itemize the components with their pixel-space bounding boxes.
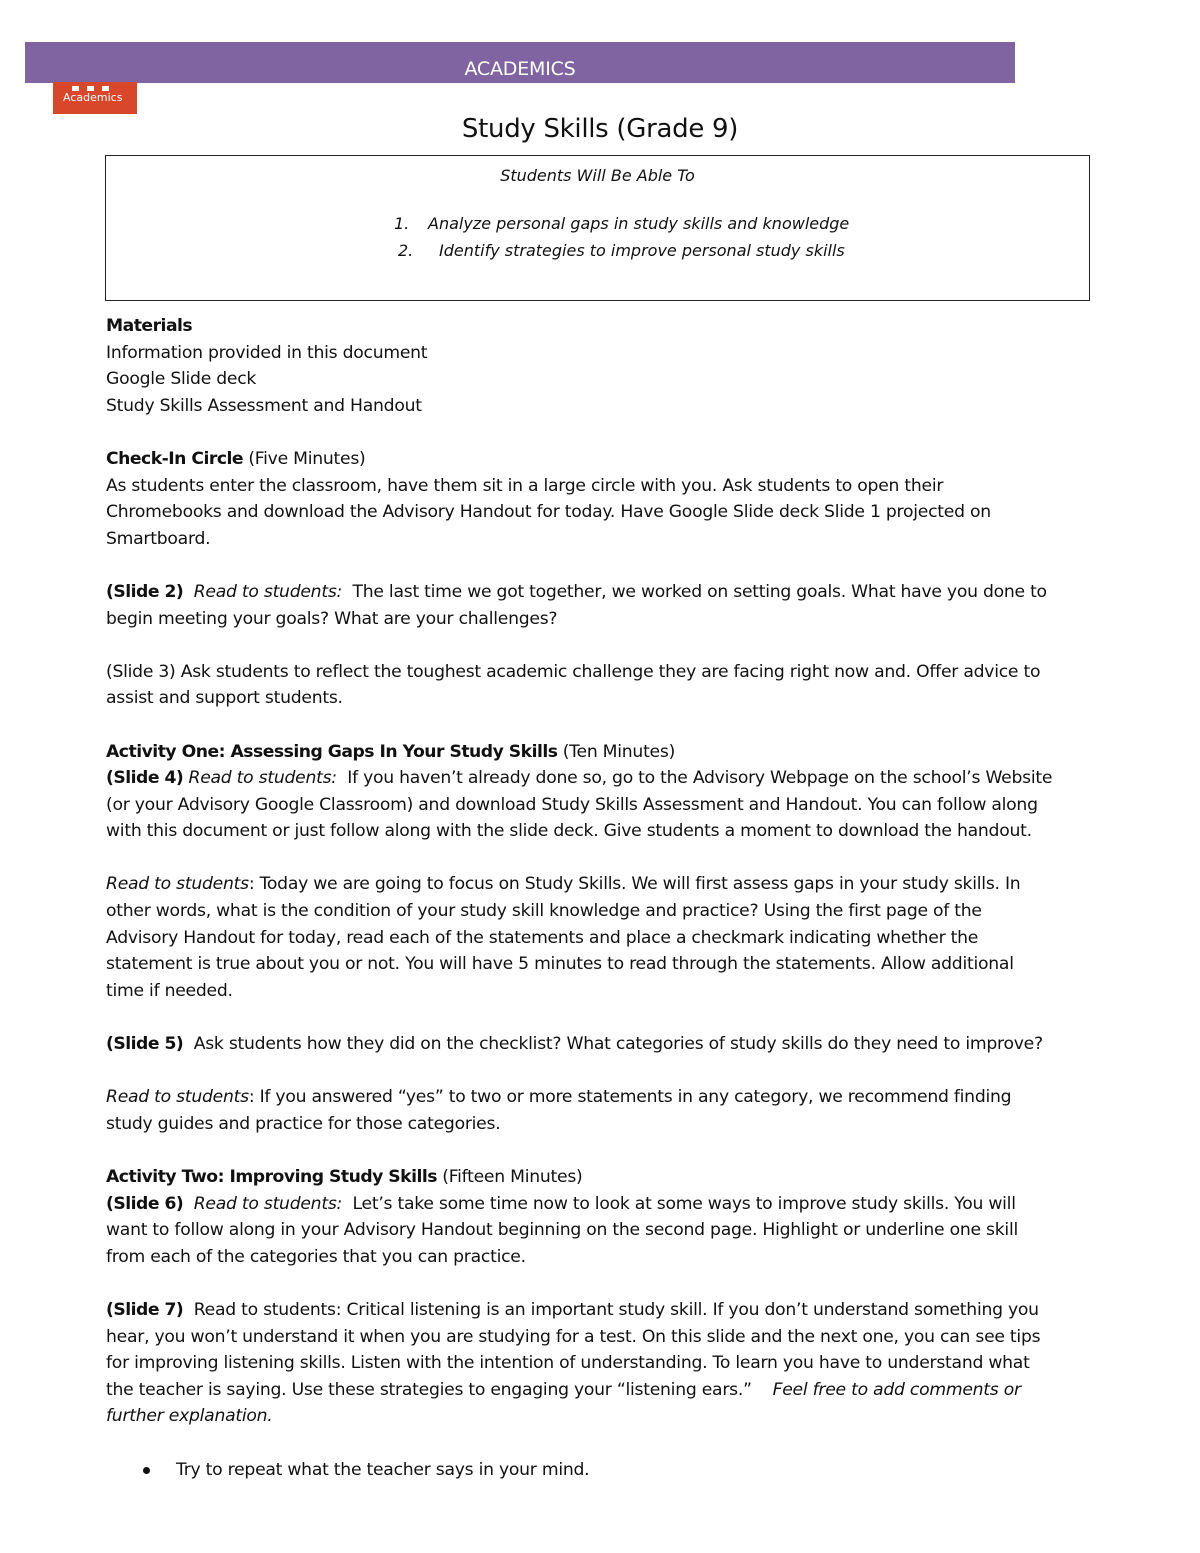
slide7-italic: further explanation. <box>106 1406 273 1427</box>
slide4-text: (or your Advisory Google Classroom) and download Study Skills Assessment and Handout. You can follow along <box>106 794 1038 815</box>
slide5-label: (Slide 5) <box>106 1034 184 1055</box>
assess-paragraph <box>106 871 1096 1004</box>
academics-logo <box>53 82 137 114</box>
tip-text: Try to repeat what the teacher says in your mind. <box>176 1459 590 1480</box>
materials-section <box>106 313 1096 419</box>
slide2-lead: Read to students: <box>193 581 343 602</box>
slide6-text: Let’s take some time now to look at some ways to improve study skills. You will <box>352 1193 1016 1214</box>
assess-line: : Today we are going to focus on Study Skills. We will first assess gaps in your study skills. In <box>248 874 1021 895</box>
slide7-line: for improving listening skills. Listen with the intention of understanding. To learn you have to understand what <box>106 1353 1030 1374</box>
activity1-duration: (Ten Minutes) <box>562 741 676 762</box>
activity2-intro <box>106 1164 1096 1191</box>
checkin-duration: (Five Minutes) <box>248 448 366 469</box>
slide7-italic: Feel free to add comments or <box>772 1379 1021 1400</box>
slide7-text: Read to students: Critical listening is an important study skill. If you don’t understand something you <box>193 1299 1039 1320</box>
activity1-intro <box>106 739 1096 766</box>
slide3-paragraph <box>106 659 1096 712</box>
slide6-text: from each of the categories that you can practice. <box>106 1246 526 1267</box>
recommend-lead: Read to students <box>106 1087 249 1108</box>
slide7-text: the teacher is saying. Use these strategies to engaging your “listening ears.” <box>106 1379 752 1400</box>
tips-list <box>106 1457 1096 1484</box>
checkin-section <box>106 446 1096 552</box>
slide3-line: assist and support students. <box>106 688 343 709</box>
materials-item: Information provided in this document <box>106 342 428 363</box>
slide4-label: (Slide 4) <box>106 768 184 789</box>
objectives-list <box>106 213 1089 267</box>
slide6-text: want to follow along in your Advisory Handout beginning on the second page. Highlight or underline one skill <box>106 1220 1019 1241</box>
checkin-line: Smartboard. <box>106 528 211 549</box>
checkin-line: As students enter the classroom, have them sit in a large circle with you. Ask students to open their <box>106 475 944 496</box>
assess-line: time if needed. <box>106 980 233 1001</box>
activity2-duration: (Fifteen Minutes) <box>442 1167 583 1187</box>
slide4-paragraph <box>106 765 1096 845</box>
slide5-paragraph <box>106 1031 1096 1058</box>
slide7-paragraph <box>106 1297 1096 1430</box>
slide6-paragraph <box>106 1191 1096 1271</box>
materials-heading: Materials <box>106 316 193 336</box>
slide7-line: hear, you won’t understand it when you are studying for a test. On this slide and the next one, you can see tips <box>106 1326 1041 1347</box>
recommend-paragraph <box>106 1084 1096 1137</box>
slide5-text: Ask students how they did on the checklist? What categories of study skills do they need to improve? <box>193 1034 1043 1055</box>
logo-text: Academics <box>63 91 123 104</box>
materials-item: Study Skills Assessment and Handout <box>106 395 422 416</box>
slide4-text: If you haven’t already done so, go to the Advisory Webpage on the school’s Website <box>347 768 1053 789</box>
recommend-line: : If you answered “yes” to two or more statements in any category, we recommend finding <box>248 1087 1012 1108</box>
objective-item <box>106 240 1089 267</box>
assess-line: other words, what is the condition of your study skill knowledge and practice? Using the first page of the <box>106 901 982 922</box>
slide3-line: (Slide 3) Ask students to reflect the toughest academic challenge they are facing right now and. Offer advice to <box>106 661 1041 682</box>
slide4-lead: Read to students: <box>188 768 337 789</box>
objective-number: 1. <box>394 214 410 233</box>
checkin-line: Chromebooks and download the Advisory Handout for today. Have Google Slide deck Slide 1 projected on <box>106 502 991 523</box>
checkin-heading: Check-In Circle <box>106 448 244 469</box>
objectives-box <box>105 155 1090 301</box>
recommend-line: study guides and practice for those categories. <box>106 1113 501 1134</box>
slide7-label: (Slide 7) <box>106 1299 184 1320</box>
objectives-heading: Students Will Be Able To <box>500 166 695 185</box>
slide2-text: The last time we got together, we worked on setting goals. What have you done to <box>352 581 1047 602</box>
slide2-label: (Slide 2) <box>106 581 184 602</box>
slide6-label: (Slide 6) <box>106 1193 184 1214</box>
lesson-content <box>106 313 1096 1483</box>
assess-lead: Read to students <box>106 874 249 895</box>
page-title: Study Skills (Grade 9) <box>461 114 739 144</box>
header-banner-text: ACADEMICS <box>464 58 576 80</box>
objective-number: 2. <box>398 241 414 260</box>
objective-text: Analyze personal gaps in study skills and knowledge <box>428 214 850 233</box>
bullet-icon <box>143 1467 150 1474</box>
objective-text: Identify strategies to improve personal study skills <box>439 241 845 260</box>
slide6-lead: Read to students: <box>193 1193 343 1214</box>
slide4-text: with this document or just follow along with the slide deck. Give students a moment to download the handout. <box>106 821 1032 842</box>
materials-item: Google Slide deck <box>106 369 257 390</box>
list-item <box>106 1457 1096 1484</box>
activity2-heading: Activity Two: Improving Study Skills <box>106 1167 438 1187</box>
activity1-heading: Activity One: Assessing Gaps In Your Study Skills <box>106 741 558 762</box>
slide2-paragraph <box>106 579 1096 632</box>
header-banner <box>25 42 1015 83</box>
assess-line: statement is true about you or not. You will have 5 minutes to read through the statements. Allow additional <box>106 954 1014 975</box>
objective-item <box>106 213 1089 240</box>
assess-line: Advisory Handout for today, read each of the statements and place a checkmark indicating whether the <box>106 927 979 948</box>
slide2-text: begin meeting your goals? What are your challenges? <box>106 608 558 629</box>
